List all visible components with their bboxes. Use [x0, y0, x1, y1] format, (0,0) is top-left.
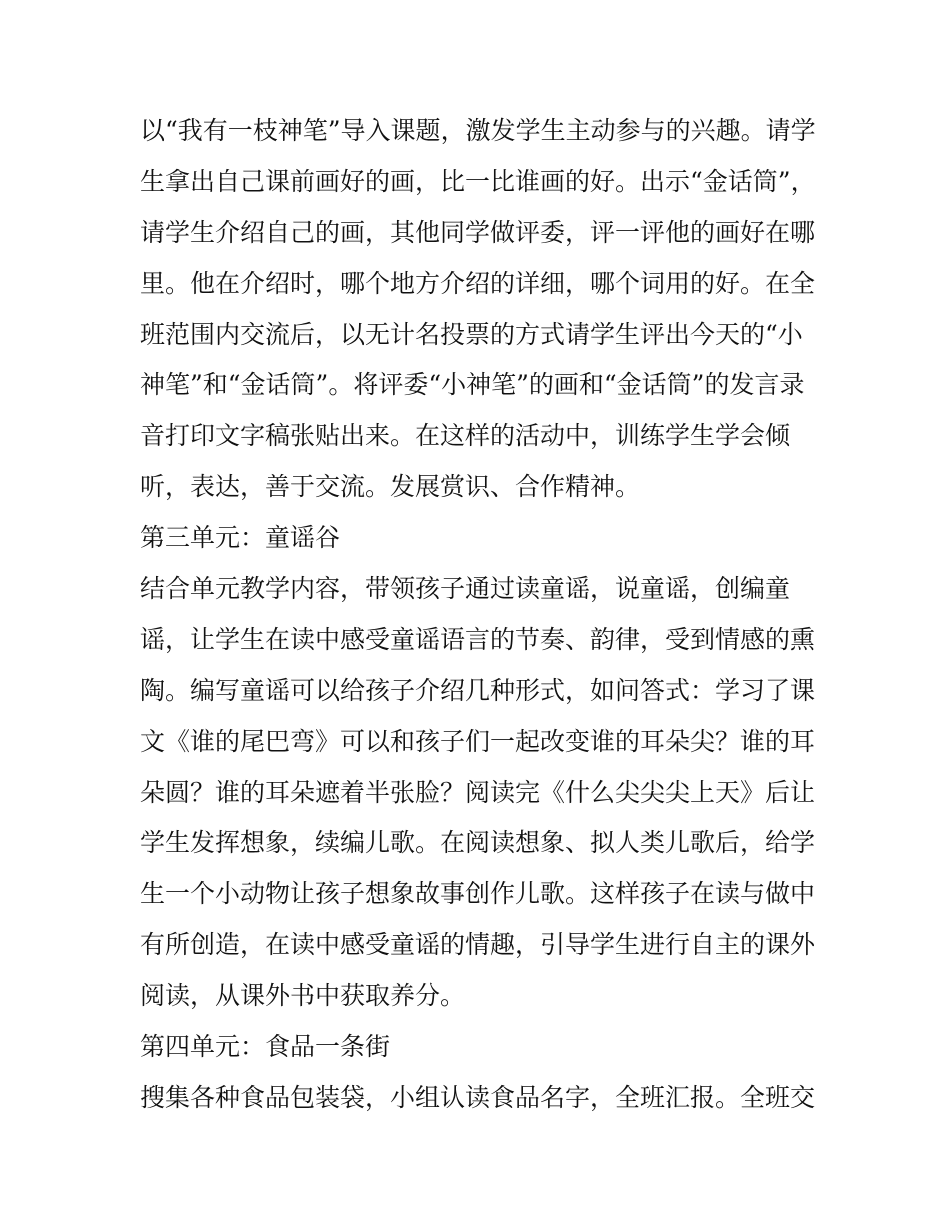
- text-line: 谣，让学生在读中感受童谣语言的节奏、韵律，受到情感的熏: [140, 624, 816, 654]
- text-line: 听，表达，善于交流。发展赏识、合作精神。: [140, 472, 641, 502]
- text-line: 结合单元教学内容，带领孩子通过读童谣，说童谣，创编童: [140, 574, 791, 604]
- text-line: 班范围内交流后，以无计名投票的方式请学生评出今天的“小: [140, 319, 803, 349]
- text-line: 神笔”和“金话筒”。将评委“小神笔”的画和“金话筒”的发言录: [140, 370, 805, 400]
- text-line: 有所创造，在读中感受童谣的情趣，引导学生进行自主的课外: [140, 930, 816, 960]
- text-line: 陶。编写童谣可以给孩子介绍几种形式，如问答式：学习了课: [140, 675, 816, 705]
- text-line: 文《谁的尾巴弯》可以和孩子们一起改变谁的耳朵尖？谁的耳: [140, 726, 816, 756]
- text-line: 生拿出自己课前画好的画，比一比谁画的好。出示“金话筒”，: [140, 166, 816, 196]
- text-line: 朵圆？谁的耳朵遮着半张脸？阅读完《什么尖尖尖上天》后让: [140, 777, 816, 807]
- text-line: 搜集各种食品包装袋，小组认读食品名字，全班汇报。全班交: [140, 1082, 816, 1112]
- text-line: 以“我有一枝神笔”导入课题，激发学生主动参与的兴趣。请学: [140, 116, 816, 145]
- text-line: 里。他在介绍时，哪个地方介绍的详细，哪个词用的好。在全: [140, 268, 816, 298]
- section-heading-unit-3: 第三单元：童谣谷: [140, 523, 341, 553]
- paragraph-food-street: [140, 1073, 820, 1124]
- text-line: 学生发挥想象，续编儿歌。在阅读想象、拟人类儿歌后，给学: [140, 828, 816, 858]
- paragraph-nursery-rhymes: [140, 564, 820, 1022]
- text-line: 音打印文字稿张贴出来。在这样的活动中，训练学生学会倾: [140, 421, 791, 451]
- text-line: 阅读，从课外书中获取养分。: [140, 981, 466, 1011]
- text-line: 生一个小动物让孩子想象故事创作儿歌。这样孩子在读与做中: [140, 879, 816, 909]
- text-line: 请学生介绍自己的画，其他同学做评委，评一评他的画好在哪: [140, 217, 816, 247]
- paragraph-golden-mic-activity: [140, 106, 820, 513]
- document-body: [140, 106, 820, 1124]
- section-heading-unit-4: 第四单元：食品一条街: [140, 1032, 391, 1062]
